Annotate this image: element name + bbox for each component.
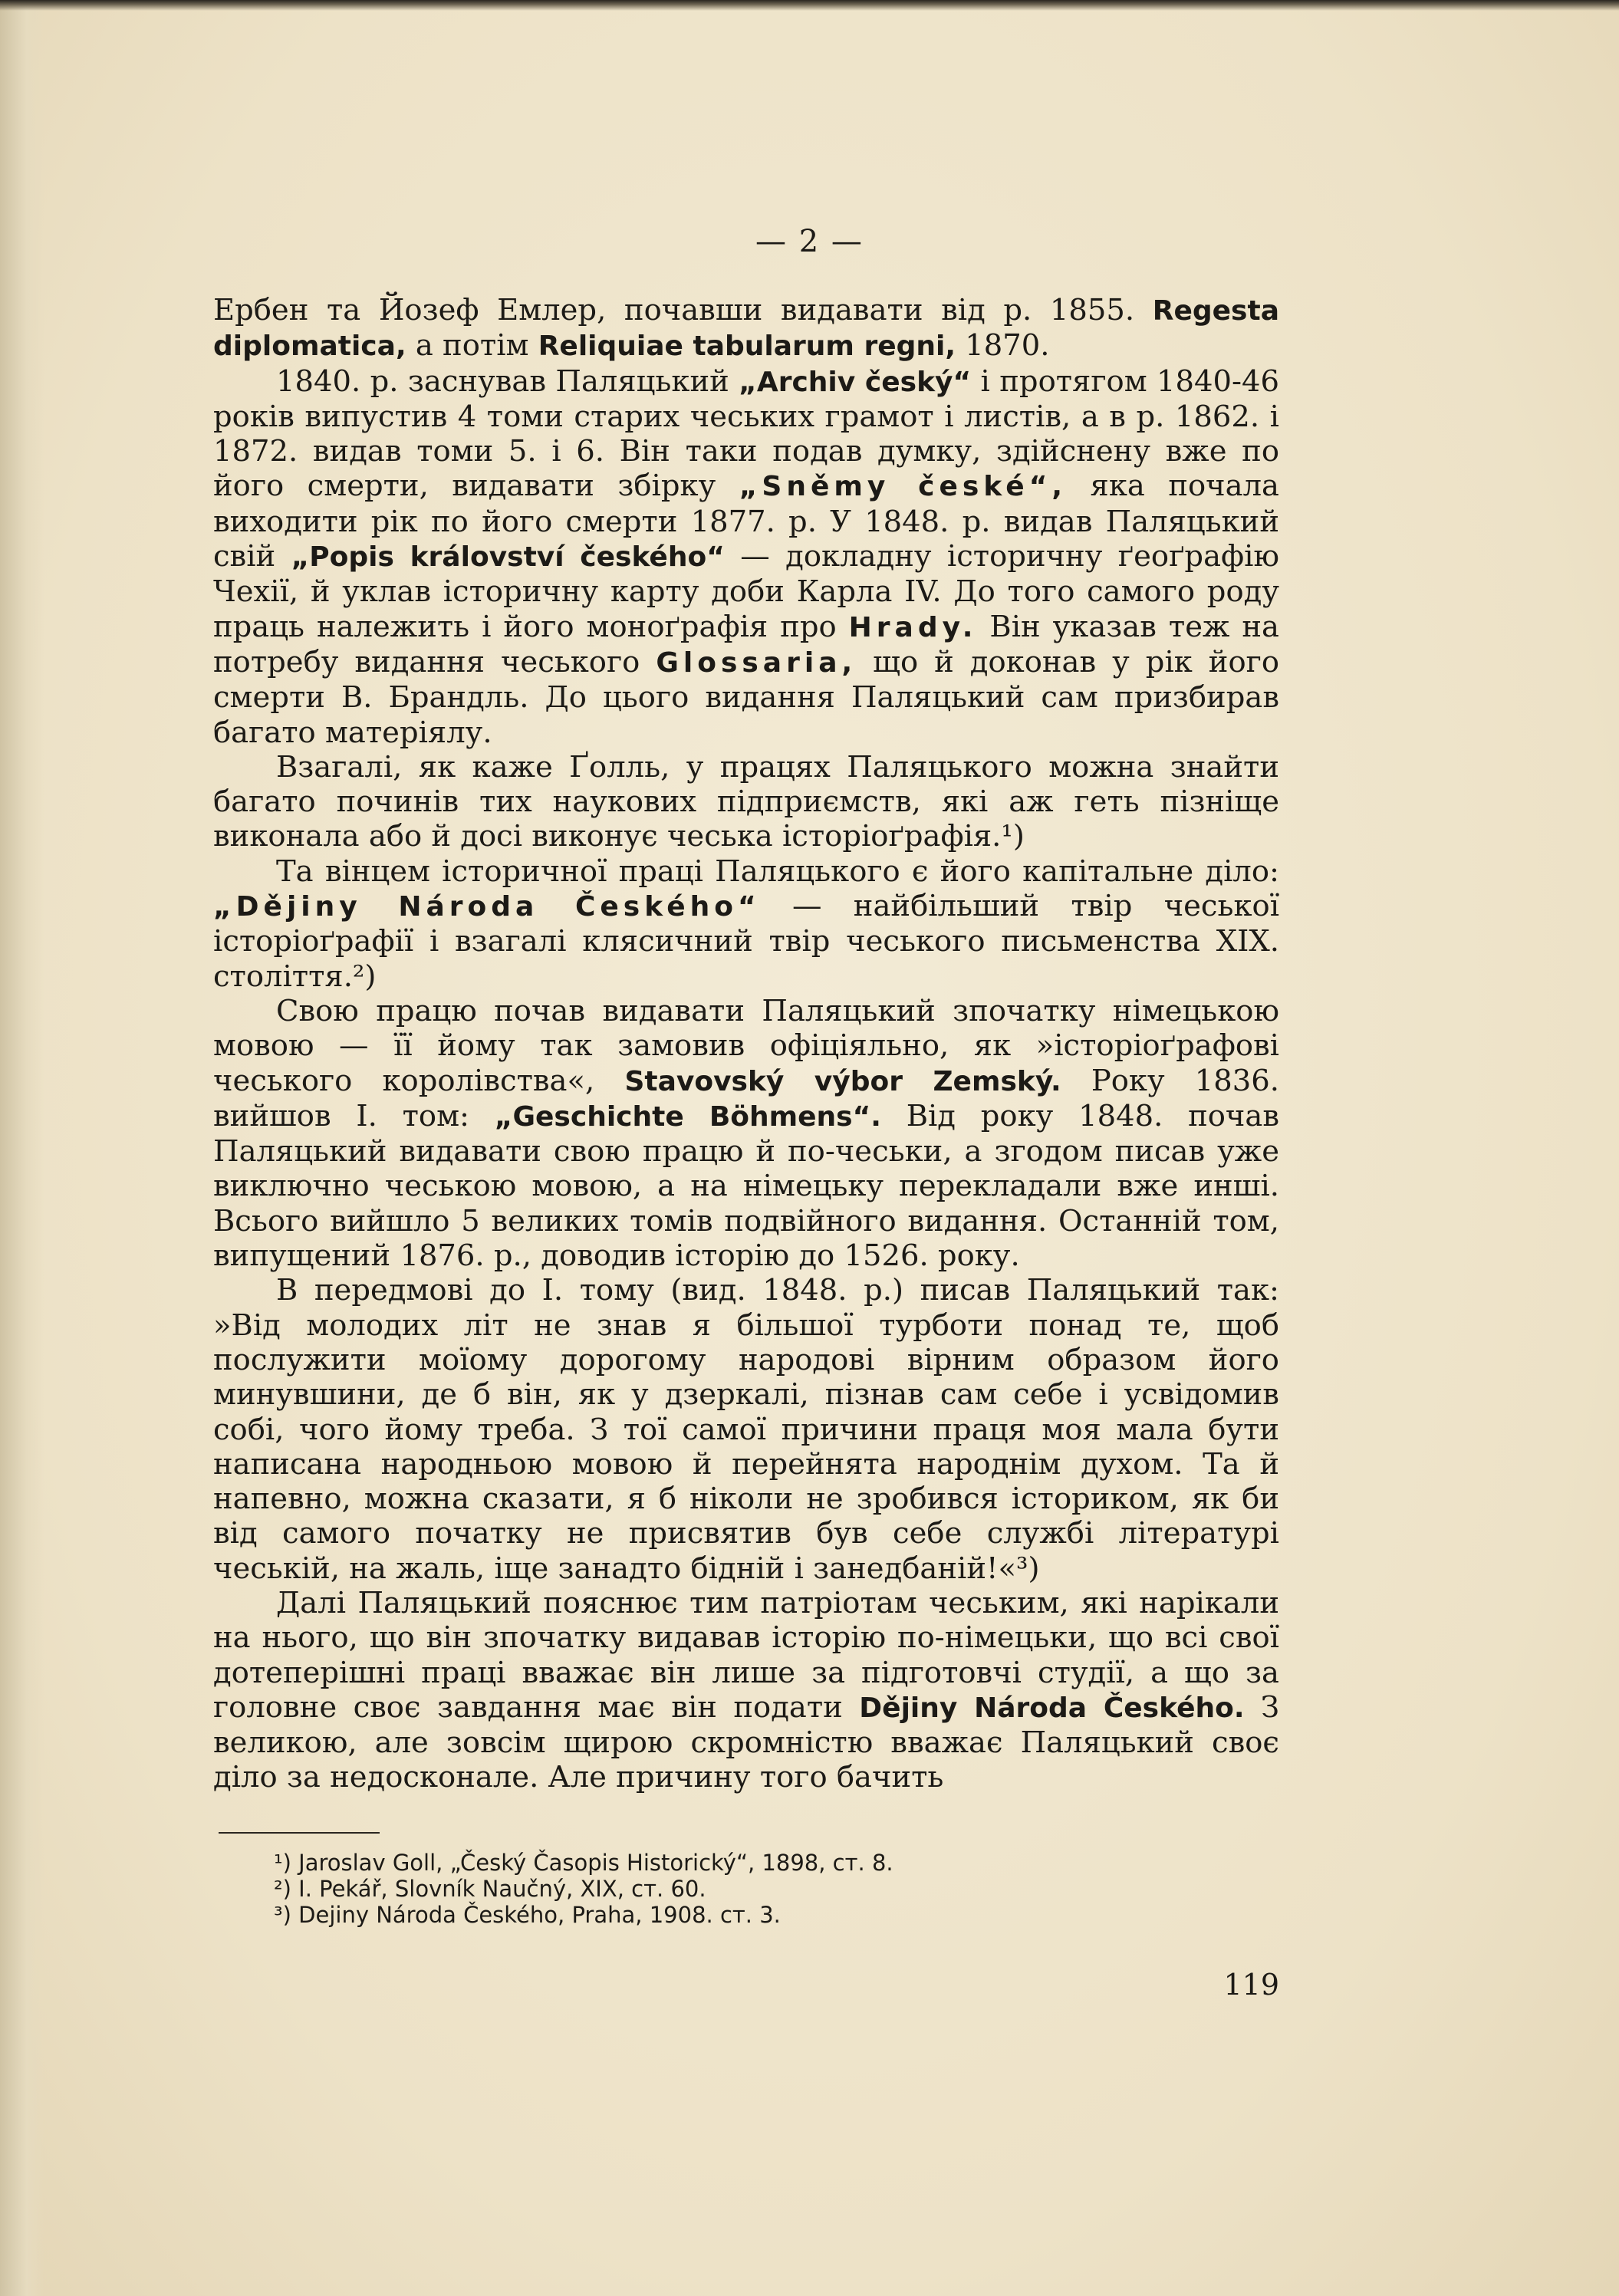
title-dejiny: „Dějiny Národa Českého“ [213,891,761,923]
title-geschichte-bohmens: „Geschichte Böhmens“. [494,1100,881,1133]
paragraph-7: Далі Паляцький пояснює тим патріотам чеським, які нарікали на нього, що він зпочатку видавав історію по-німецьки, що всі свої дотеперішні праці вважає він лише за підготовчі студії, а що за головне своє завдання має він подати Dějiny Národa Českého. З великою, але зовсім щирою скромністю вважає Паляцький своє діло за недосконале. Але причину того бачить [213,1585,1279,1795]
title-dejiny-2: Dějiny Národa Českého. [859,1692,1245,1724]
title-snemy-ceske: „Sněmy české“, [739,471,1068,503]
paragraph-5: Свою працю почав видавати Паляцький зпочатку німецькою мовою — її йому так замовив офіціяльно, як »історіоґрафові чеського королівства«, Stavovský výbor Zemský. Року 1836. вийшов I. том: „Geschichte Böhmens“. Від року 1848. почав Паляцький видавати свою працю й по-чеськи, а згодом писав уже виключно чеською мовою, а на німецьку перекладали вже инші. Всього вийшло 5 великих томів подвійного видання. Останній том, випущений 1876. р., доводив історію до 1526. року. [213,993,1279,1274]
footnote-1: ¹) Jaroslav Goll, „Český Časopis Historický“, 1898, ст. 8. [274,1850,893,1876]
title-archiv-cesky: „Archiv český“ [739,366,972,398]
title-reliquiae: Reliquiae tabularum regni, [538,331,956,363]
page-top-edge [0,0,1619,11]
footnotes [274,1850,1232,1928]
body-text [213,293,1279,1795]
paragraph-2: 1840. р. заснував Паляцький „Archiv český“ і протягом 1840-46 років випустив 4 томи старих чеських грамот і листів, а в р. 1862. і 1872. видав томи 5. і 6. Він таки подав думку, здійснену вже по його смерти, видавати збірку „Sněmy české“, яка почала виходити рік по його смерти 1877. р. У 1848. р. видав Паляцький свій „Popis království českého“ — докладну історичну ґеоґрафію Чехії, й уклав історичну карту доби Карла IV. До того самого роду праць належить і його моноґрафія про Hrady. Він указав теж на потребу видання чеського Glossaria, що й доконав у рік його смерти В. Брандль. До цього видання Паляцький сам призбирав багато матеріялу. [213,363,1280,750]
page-number: 119 [1223,1968,1279,2002]
title-hrady: Hrady. [848,611,978,643]
title-stavovsky-vybor: Stavovský výbor Zemský. [624,1065,1061,1097]
title-popis: „Popis království českého“ [291,541,725,574]
footnote-separator [219,1832,380,1834]
page-gutter-shadow [0,0,44,2296]
title-regesta: Regesta diplomatica, [213,295,1279,363]
paragraph-4: Та вінцем історичної праці Паляцького є його капітальне діло: „Dějiny Národa Českého“ — найбільший твір чеської історіоґрафії і взагалі клясичний твір чеського письменства XIX. століття.²) [213,854,1280,994]
title-glossaria: Glossaria, [656,646,857,679]
paragraph-1: Ербен та Йозеф Емлер, почавши видавати від р. 1855. Regesta diplomatica, а потім Reliquiae tabularum regni, 1870. [213,293,1279,363]
paragraph-3: Взагалі, як каже Ґолль, у працях Паляцького можна знайти багато починів тих наукових підприємств, які аж геть пізніще виконала або й досі виконує чеська історіоґрафія.¹) [213,749,1279,854]
paragraph-6: В передмові до I. тому (вид. 1848. р.) писав Паляцький так: »Від молодих літ не знав я більшої турботи понад те, щоб послужити моїому дорогому народові вірним образом його минувшини, де б він, як у дзеркалі, пізнав сам себе і усвідомив собі, чого йому треба. З тої самої причини праця моя мала бути написана народньою мовою й перейнята народнім духом. Та й напевно, можна сказати, я б ніколи не зробився істориком, як би від самого початку не присвятив був себе службі літературі чеській, на жаль, іще занадто бідній і занедбаній!«³) [213,1273,1279,1586]
footnote-3: ³) Dejiny Národa Českého, Praha, 1908. ст. 3. [274,1902,781,1928]
page-header: — 2 — [755,224,864,259]
footnote-2: ²) I. Pekář, Slovník Naučný, XIX, ст. 60. [274,1876,706,1902]
